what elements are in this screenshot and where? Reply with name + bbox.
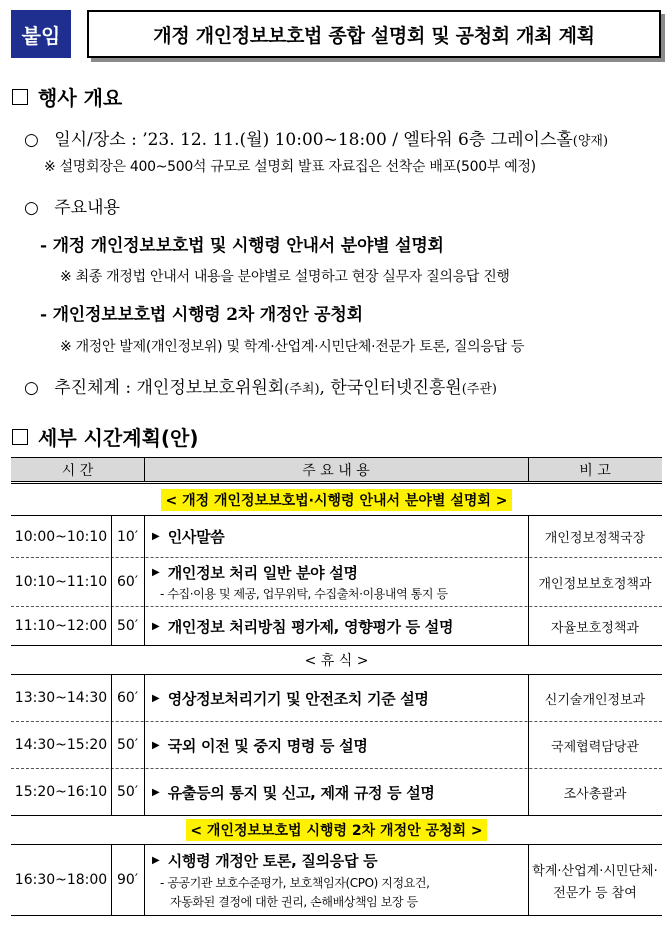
row6-title: 유출등의 통지 및 신고, 제재 규정 등 설명 [167,783,435,802]
document-header [11,10,661,58]
contents-item-1: - 개정 개인정보보호법 및 시행령 안내서 분야별 설명회 [40,236,444,256]
org-sep: , 한국인터넷진흥원 [319,378,462,398]
triangle-bullet-icon: ▶ [152,739,160,751]
triangle-bullet-icon: ▶ [152,692,160,704]
row2-duration: 60′ [117,574,138,590]
contents-item-2-note: ※ 개정안 발제(개인정보위) 및 학계·산업계·시민단체·전문가 토론, 질의응답 등 [60,339,525,355]
row3-time: 11:10~12:00 [14,618,108,634]
row2-title: 개인정보 처리 일반 분야 설명 [167,564,358,582]
square-bullet-icon [12,429,28,445]
row5-time: 14:30~15:20 [14,737,108,753]
row4-duration: 60′ [117,690,138,706]
contents-item-1-note: ※ 최종 개정법 안내서 내용을 분야별로 설명하고 현장 실무자 질의응답 진행 [60,269,510,285]
section-banner-1 [11,485,662,515]
row1-content [152,516,522,557]
row2-note: 개인정보보호정책과 [538,576,652,592]
row7-time: 16:30~18:00 [14,872,108,888]
document-title: 개정 개인정보보호법 종합 설명회 및 공청회 개최 계획 [87,10,661,58]
row1-note: 개인정보정책국장 [544,531,646,546]
date-place-suffix: (양재) [572,134,609,149]
row5-title: 국외 이전 및 중지 명령 등 설명 [167,736,368,755]
row4-content [152,675,522,721]
square-bullet-icon [12,89,28,105]
circle-bullet-icon: ○ [24,130,39,150]
triangle-bullet-icon: ▶ [152,855,160,866]
row1-title: 인사말씀 [167,528,225,546]
row6-time: 15:20~16:10 [14,784,108,800]
row6-note: 조사총괄과 [563,786,627,802]
org-host: (주최) [284,382,320,397]
row6-duration: 50′ [117,784,138,800]
row7-note-1: 학계·산업계·시민단체· [532,863,658,879]
break-row: < 휴 식 > [304,653,369,669]
contents-label: 주요내용 [54,198,120,218]
row7-note-2: 전문가 등 참여 [553,885,637,901]
section-banner-2-text: < 개인정보보호법 시행령 2차 개정안 공청회 > [186,819,486,841]
row2-sub: - 수집·이용 및 제공, 업무위탁, 수집출처·이용내역 통지 등 [160,587,448,601]
row7-duration: 90′ [117,872,138,888]
org-manage: (주관) [461,382,497,397]
row4-time: 13:30~14:30 [14,690,108,706]
triangle-bullet-icon: ▶ [152,620,160,632]
row3-duration: 50′ [117,618,138,634]
section-banner-2 [11,816,662,844]
section-banner-1-text: < 개정 개인정보보호법·시행령 안내서 분야별 설명회 > [161,489,511,511]
circle-bullet-icon: ○ [24,198,39,218]
column-header-time: 시 간 [61,462,94,479]
row5-duration: 50′ [117,737,138,753]
section-heading-schedule [12,422,198,451]
row5-content [152,722,522,768]
section-heading-overview [12,82,122,111]
row7-content [152,845,522,915]
row3-title: 개인정보 처리방침 평가제, 영향평가 등 설명 [167,617,454,636]
row7-title: 시행령 개정안 토론, 질의응답 등 [167,852,378,870]
row7-note [528,845,662,915]
date-note: ※ 설명회장은 400~500석 규모로 설명회 발표 자료집은 선착순 배포(500부 예정) [44,159,536,175]
organization-line [24,373,497,398]
row2-content [152,558,522,606]
triangle-bullet-icon: ▶ [152,567,160,578]
triangle-bullet-icon: ▶ [152,531,160,542]
date-place-line [24,125,608,150]
row1-time: 10:00~10:10 [14,528,108,545]
overview-heading-text: 행사 개요 [38,86,123,110]
column-header-content: 주 요 내 용 [302,462,370,479]
triangle-bullet-icon: ▶ [152,786,160,798]
row3-note: 자율보호정책과 [551,620,639,636]
column-header-note: 비 고 [579,462,611,479]
contents-line [24,193,120,218]
row6-content [152,769,522,815]
attachment-badge: 붙임 [11,10,71,58]
row4-title: 영상정보처리기기 및 안전조치 기준 설명 [167,689,429,708]
contents-item-2: - 개인정보보호법 시행령 2차 개정안 공청회 [40,305,363,325]
row7-sub-1: - 공공기관 보호수준평가, 보호책임자(CPO) 지정요건, [160,876,430,890]
circle-bullet-icon: ○ [24,378,39,398]
row7-sub-2: 자동화된 결정에 대한 권리, 손해배상책임 보장 등 [170,895,418,909]
date-place-text: 일시/장소 : ’23. 12. 11.(월) 10:00~18:00 / 엘타워 6층 그레이스홀 [54,130,573,150]
row2-time: 10:10~11:10 [14,574,108,590]
row4-note: 신기술개인정보과 [544,692,646,708]
row3-content [152,607,522,645]
schedule-heading-text: 세부 시간계획(안) [38,426,199,450]
row1-duration: 10′ [117,528,138,545]
row5-note: 국제협력담당관 [551,739,639,755]
org-label: 추진체계 : 개인정보보호위원회 [54,378,285,398]
